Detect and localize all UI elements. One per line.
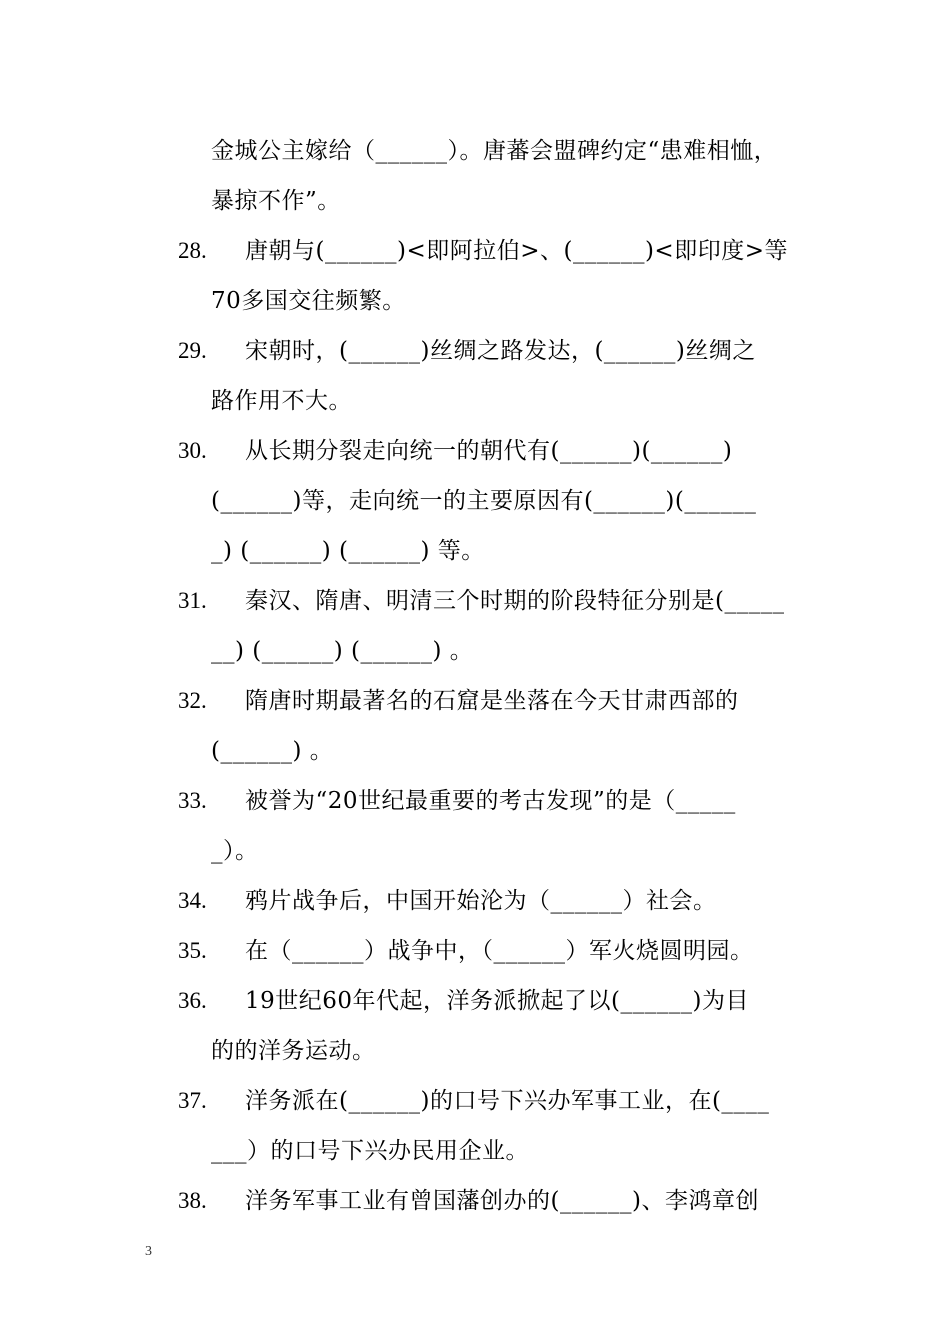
question-29-line-2: 路作用不大。 — [211, 388, 352, 414]
question-32-line-1: 隋唐时期最著名的石窟是坐落在今天甘肃西部的 — [245, 688, 739, 714]
question-33-line-1: 被誉为“20世纪最重要的考古发现”的是（_____ — [245, 788, 736, 814]
question-number-30: 30. — [178, 438, 207, 463]
question-number-34: 34. — [178, 888, 207, 913]
question-number-33: 33. — [178, 788, 207, 813]
question-37-line-1: 洋务派在(______)的口号下兴办军事工业，在(____ — [245, 1088, 770, 1114]
question-28-line-1: 唐朝与(______)<即阿拉伯>、(______)<即印度>等 — [245, 238, 788, 264]
question-number-36: 36. — [178, 988, 207, 1013]
question-34-line-1: 鸦片战争后，中国开始沦为（______）社会。 — [245, 888, 717, 914]
question-36-line-2: 的的洋务运动。 — [211, 1038, 376, 1064]
question-31-line-1: 秦汉、隋唐、明清三个时期的阶段特征分别是(_____ — [245, 588, 785, 614]
question-number-28: 28. — [178, 238, 207, 263]
question-29-line-1: 宋朝时，(______)丝绸之路发达，(______)丝绸之 — [245, 338, 756, 364]
question-number-32: 32. — [178, 688, 207, 713]
question-33-line-2: _）。 — [211, 838, 259, 864]
question-35-line-1: 在（______）战争中，（______）军火烧圆明园。 — [245, 938, 754, 964]
question-31-line-2: __) (______) (______) 。 — [211, 638, 474, 664]
question-27-line-1: 金城公主嫁给（______）。唐蕃会盟碑约定“患难相恤， — [211, 138, 778, 164]
question-number-31: 31. — [178, 588, 207, 613]
question-30-line-2: (______)等，走向统一的主要原因有(______)(______ — [211, 488, 757, 514]
question-number-29: 29. — [178, 338, 207, 363]
question-32-line-2: (______) 。 — [211, 738, 334, 764]
question-38-line-1: 洋务军事工业有曾国藩创办的(______)、李鸿章创 — [245, 1188, 759, 1214]
question-37-line-2: ___）的口号下兴办民用企业。 — [211, 1138, 529, 1164]
question-30-line-1: 从长期分裂走向统一的朝代有(______)(______) — [245, 438, 733, 464]
question-number-37: 37. — [178, 1088, 207, 1113]
question-36-line-1: 19世纪60年代起，洋务派掀起了以(______)为目 — [245, 988, 749, 1014]
question-28-line-2: 70多国交往频繁。 — [211, 288, 406, 314]
question-number-35: 35. — [178, 938, 207, 963]
question-number-38: 38. — [178, 1188, 207, 1213]
question-30-line-3: _) (______) (______) 等。 — [211, 538, 485, 564]
page-number: 3 — [145, 1244, 152, 1259]
question-27-line-2: 暴掠不作”。 — [211, 188, 341, 214]
